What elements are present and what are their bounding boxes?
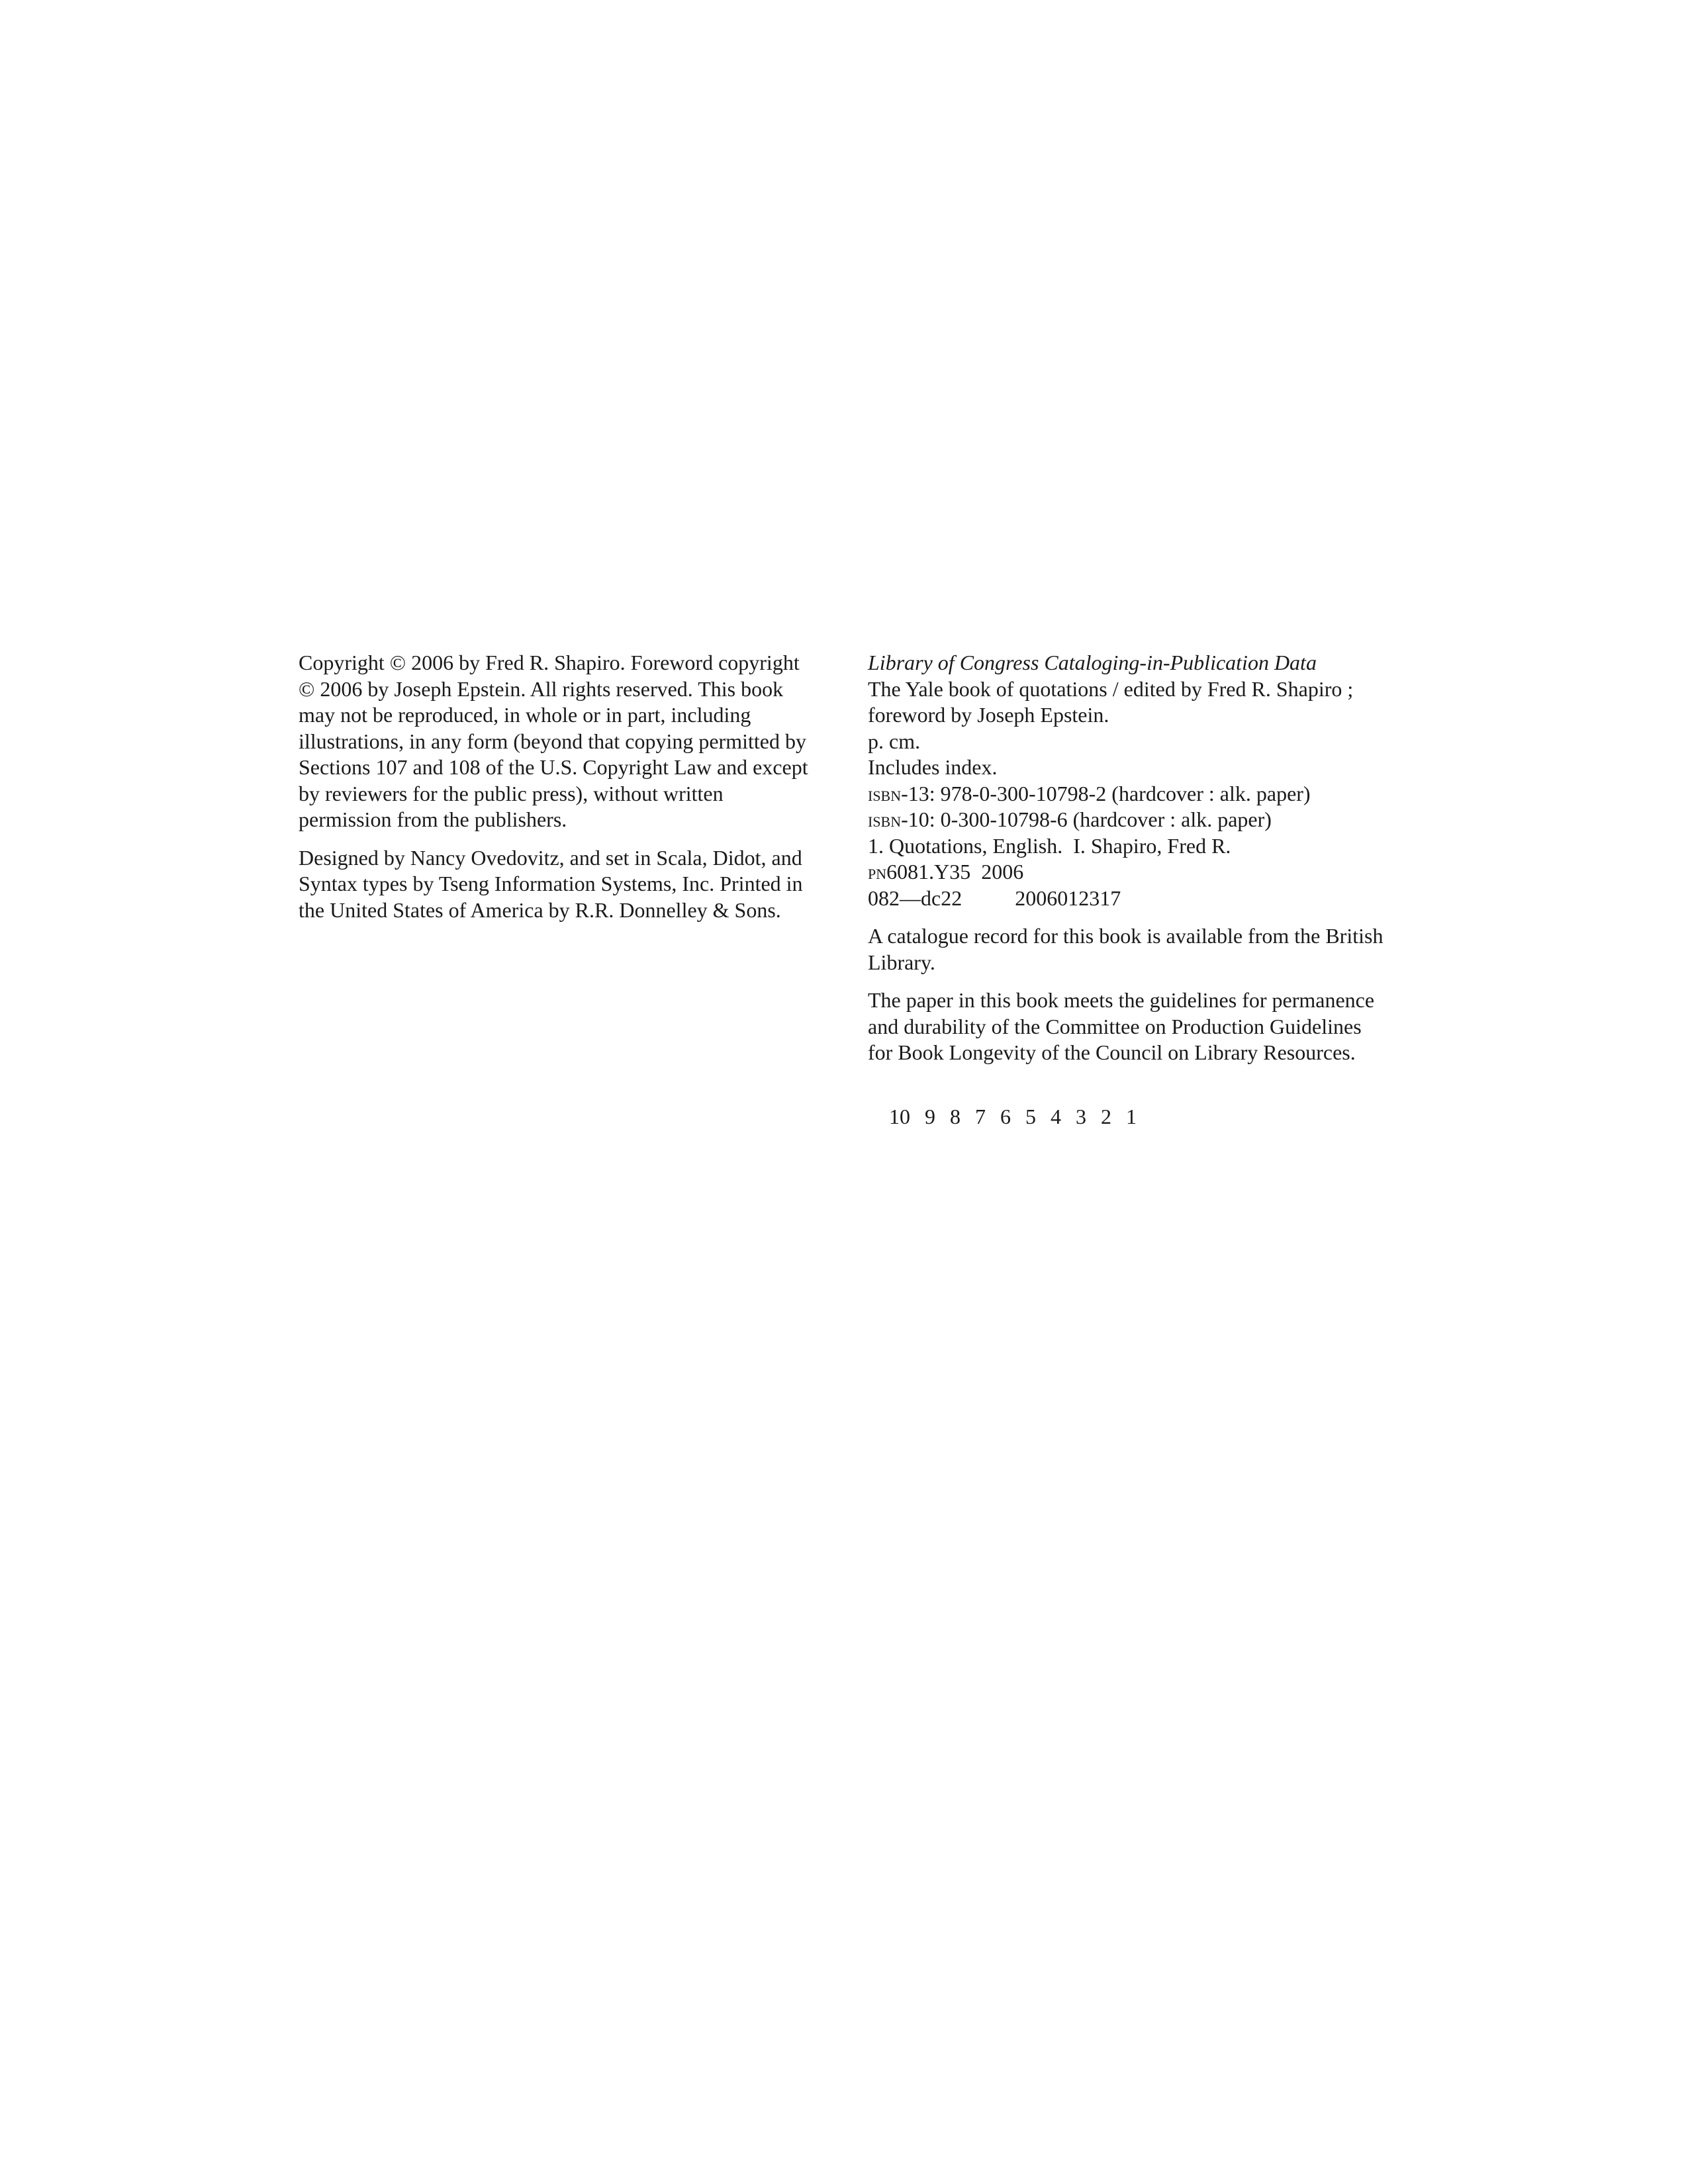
printing-number: 1 [1126,1105,1137,1128]
design-line: Syntax types by Tseng Information Systems, Inc. Printed in [299,872,803,895]
isbn10-label: isbn-10 [868,807,929,831]
cip-line: The Yale book of quotations / edited by Fred R. Shapiro ; [868,676,1354,701]
cip-heading: Library of Congress Cataloging-in-Publication Data [868,651,1317,674]
left-column [299,650,828,923]
british-library-note [868,923,1411,976]
cip-line: Includes index. [868,755,998,779]
printing-number: 5 [1025,1105,1036,1128]
printing-number-line [868,1078,1411,1157]
printing-number: 10 [889,1105,910,1128]
call-number-rest: 6081.Y35 2006 [886,860,1024,884]
paper-note-line: The paper in this book meets the guidelines for permanence [868,988,1375,1012]
call-number-prefix: pn [868,860,887,884]
right-column [868,650,1411,1156]
copyright-notice [299,650,828,833]
copyright-line: may not be reproduced, in whole or in part, including [299,703,751,727]
copyright-line: Sections 107 and 108 of the U.S. Copyright Law and except [299,755,808,779]
isbn13-value: : 978-0-300-10798-2 (hardcover : alk. paper) [929,781,1311,805]
printing-number: 3 [1076,1105,1086,1128]
printing-number: 4 [1051,1105,1061,1128]
printing-number: 2 [1101,1105,1111,1128]
design-line: the United States of America by R.R. Donnelley & Sons. [299,897,781,922]
british-library-line: A catalogue record for this book is available from the British [868,924,1383,948]
copyright-line: illustrations, in any form (beyond that copying permitted by [299,729,806,753]
dewey-line: 082—dc22 2006012317 [868,886,1121,910]
cip-line: p. cm. [868,729,921,753]
design-credits [299,845,828,924]
paper-note-line: and durability of the Committee on Production Guidelines [868,1014,1362,1038]
copyright-line: permission from the publishers. [299,807,567,831]
printing-number: 8 [950,1105,961,1128]
printing-number: 6 [1000,1105,1011,1128]
cip-data [868,650,1411,911]
cip-line: foreword by Joseph Epstein. [868,703,1109,727]
copyright-line: Copyright © 2006 by Fred R. Shapiro. Foreword copyright [299,651,800,674]
isbn10-line [868,807,1411,833]
copyright-line: by reviewers for the public press), without written [299,781,724,805]
call-number-line [868,859,1411,886]
subject-line: 1. Quotations, English. I. Shapiro, Fred R. [868,833,1231,858]
isbn13-line [868,781,1411,807]
design-line: Designed by Nancy Ovedovitz, and set in Scala, Didot, and [299,845,802,870]
printing-number: 9 [925,1105,935,1128]
british-library-line: Library. [868,950,935,974]
paper-permanence-note [868,987,1411,1066]
paper-note-line: for Book Longevity of the Council on Library Resources. [868,1040,1356,1064]
copyright-line: © 2006 by Joseph Epstein. All rights reserved. This book [299,676,784,701]
printing-number: 7 [975,1105,986,1128]
isbn10-value: : 0-300-10798-6 (hardcover : alk. paper) [929,807,1272,831]
isbn13-label: isbn-13 [868,781,929,805]
